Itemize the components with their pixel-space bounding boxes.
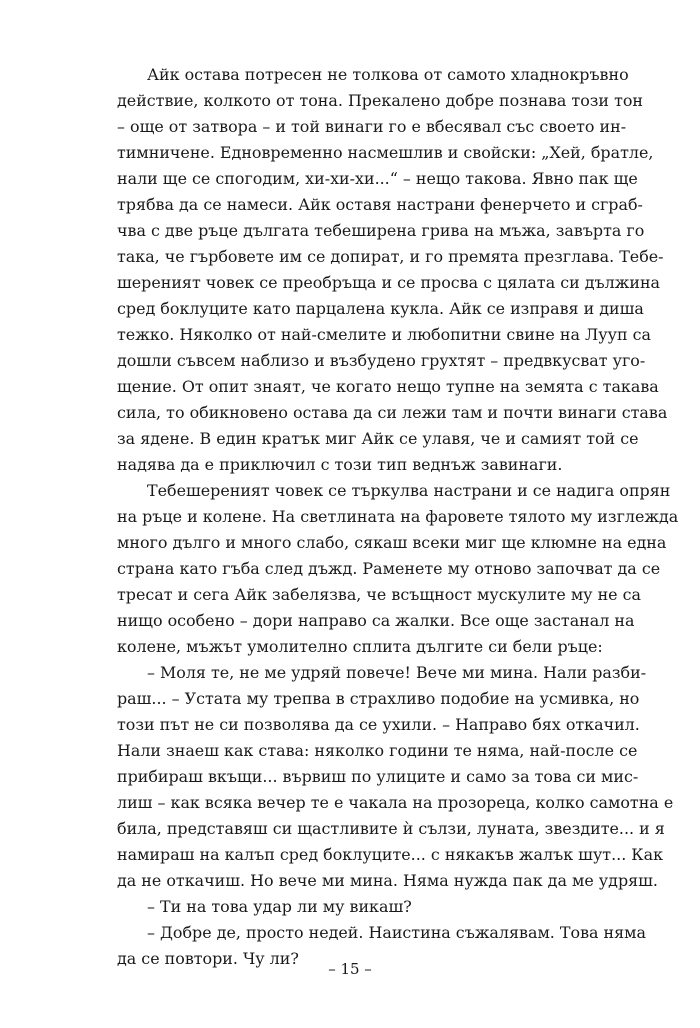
text-line: – Ти на това удар ли му викаш?	[147, 897, 412, 916]
text-line: да не откачиш. Но вече ми мина. Няма нужда пак да ме удряш.	[117, 871, 658, 890]
text-line: този път не си позволява да се ухили. – Направо бях откачил.	[117, 715, 640, 734]
text-line: сред боклуците като парцалена кукла. Айк се изправя и диша	[117, 299, 644, 318]
text-line: за ядене. В един кратък миг Айк се улавя, че и самият той се	[117, 429, 639, 448]
text-line: – Моля те, не ме удряй повече! Вече ми мина. Нали разби-	[147, 663, 647, 682]
text-line: щение. От опит знаят, че когато нещо тупне на земята с такава	[117, 377, 659, 396]
text-line: Нали знаеш как става: няколко години те няма, най-после се	[117, 741, 638, 760]
text-line: намираш на калъп сред боклуците... с някакъв жалък шут... Как	[117, 845, 664, 864]
text-line: – Добре де, просто недей. Наистина съжалявам. Това няма	[147, 923, 646, 942]
text-line: Тебешереният човек се търкулва настрани и се надига опрян	[147, 481, 671, 500]
text-line: раш... – Устата му трепва в страхливо подобие на усмивка, но	[117, 689, 640, 708]
text-line: страна като гъба след дъжд. Раменете му отново започват да се	[117, 559, 661, 578]
text-line: Айк остава потресен не толкова от самото хладнокръвно	[147, 65, 629, 84]
text-line: лиш – как всяка вечер те е чакала на прозореца, колко самотна е	[117, 793, 674, 812]
text-line: нищо особено – дори направо са жалки. Все още застанал на	[117, 611, 635, 630]
text-line: прибираш вкъщи... вървиш по улиците и само за това си мис-	[117, 767, 639, 786]
text-line: тимничене. Едновременно насмешлив и свойски: „Хей, братле,	[117, 143, 654, 162]
text-line: колене, мъжът умолително сплита дългите си бели ръце:	[117, 637, 603, 656]
text-line: тежко. Няколко от най-смелите и любопитни свине на Лууп са	[117, 325, 651, 344]
text-line: действие, колкото от тона. Прекалено добре познава този тон	[117, 91, 644, 110]
text-line: – още от затвора – и той винаги го е вбесявал със своето ин-	[117, 117, 627, 136]
text-line: надява да е приключил с този тип веднъж завинаги.	[117, 455, 563, 474]
text-line: така, че гърбовете им се допират, и го премята презглава. Тебе-	[117, 247, 664, 266]
text-line: нали ще се спогодим, хи-хи-хи...“ – нещо такова. Явно пак ще	[117, 169, 638, 188]
body-text	[117, 62, 679, 972]
text-line: шереният човек се преобръща и се просва с цялата си дължина	[117, 273, 661, 292]
text-line: сила, то обикновено остава да си лежи там и почти винаги става	[117, 403, 668, 422]
text-line: била, представяш си щастливите ѝ сълзи, луната, звездите... и я	[117, 819, 665, 838]
text-line: тресат и сега Айк забелязва, че всъщност мускулите му не са	[117, 585, 642, 604]
text-line: да се повтори. Чу ли?	[117, 949, 299, 968]
text-line: трябва да се намеси. Айк оставя настрани фенерчето и сграб-	[117, 195, 643, 214]
text-line: на ръце и колене. На светлината на фаровете тялото му изглежда	[117, 507, 679, 526]
text-line: чва с две ръце дългата тебеширена грива на мъжа, завърта го	[117, 221, 645, 240]
text-line: дошли съвсем наблизо и възбудено грухтят – предвкусват уго-	[117, 351, 646, 370]
text-line: много дълго и много слабо, сякаш всеки миг ще клюмне на една	[117, 533, 667, 552]
page-number: – 15 –	[328, 960, 372, 978]
